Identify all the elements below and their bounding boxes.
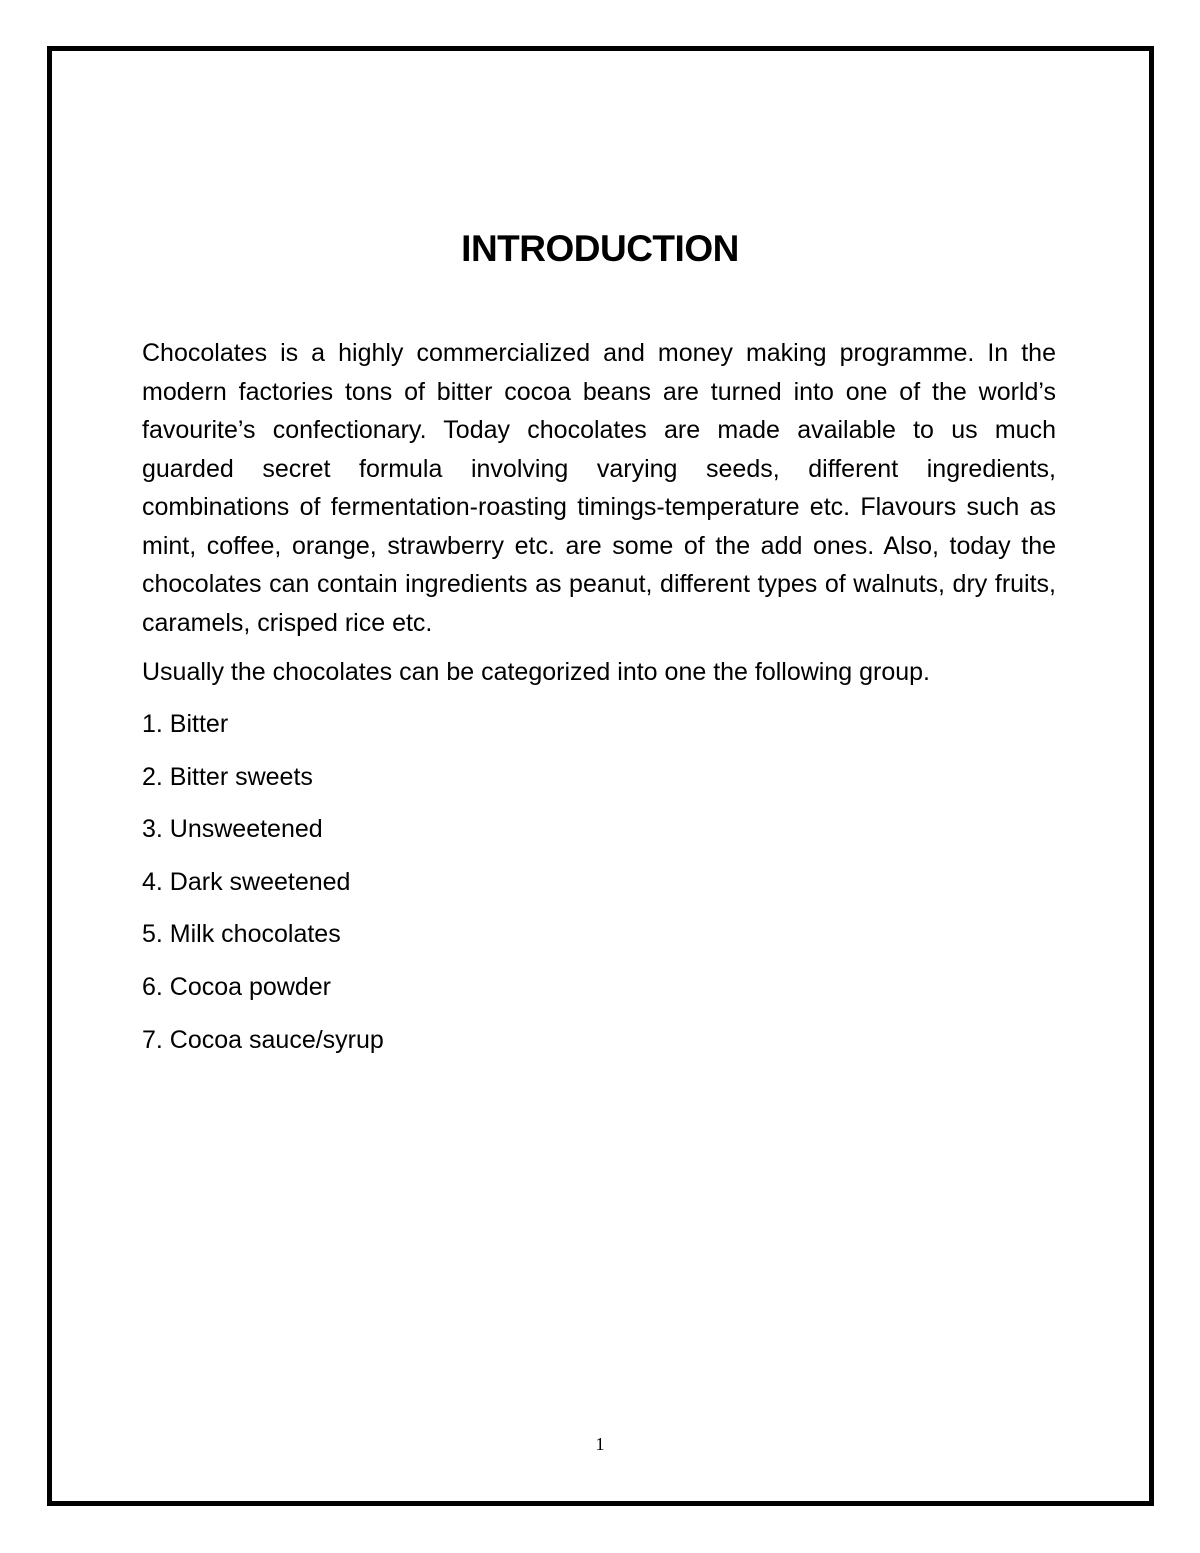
document-body: [142, 334, 1056, 1073]
page-number: 1: [595, 1434, 605, 1454]
category-intro-paragraph: Usually the chocolates can be categorized into one the following group.: [142, 658, 931, 686]
list-item: 1. Bitter: [142, 710, 229, 738]
list-item: 4. Dark sweetened: [142, 867, 351, 896]
list-item: 2. Bitter sweets: [142, 762, 313, 791]
list-item: 5. Milk chocolates: [142, 920, 341, 949]
page-title: INTRODUCTION: [461, 228, 739, 269]
list-item: 3. Unsweetened: [142, 815, 323, 844]
list-item: 7. Cocoa sauce/syrup: [142, 1025, 384, 1054]
intro-paragraph: Chocolates is a highly commercialized and money making programme. In the modern factories tons of bitter cocoa beans are turned into one of the world’s favourite’s confectionary. Today chocolates are made available to us much guarded secret formula involving varying seeds, different ingredients, combinations of fermentation-roasting timings-temperature etc. Flavours such as mint, coffee, orange, strawberry etc. are some of the add ones. Also, today the chocolates can contain ingredients as peanut, different types of walnuts, dry fruits, caramels, crisped rice etc.: [142, 339, 1056, 637]
chocolate-group-list: [142, 705, 1056, 1059]
list-item: 6. Cocoa powder: [142, 972, 332, 1001]
